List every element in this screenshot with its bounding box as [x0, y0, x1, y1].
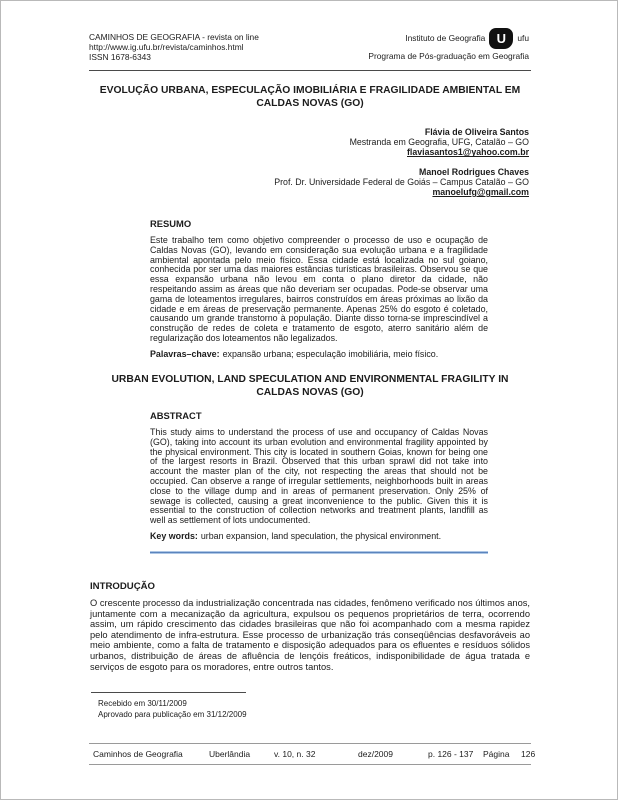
article-title-en: URBAN EVOLUTION, LAND SPECULATION AND ENVIRONMENTAL FRAGILITY IN CALDAS NOVAS (GO): [111, 374, 509, 398]
footer-city: Uberlândia: [209, 749, 251, 759]
journal-header-right: [368, 25, 529, 61]
journal-title-line: CAMINHOS DE GEOGRAFIA - revista on line: [89, 32, 259, 42]
introduction-body: O crescente processo da industrialização concentrada nas cidades, fenômeno verificado nos últimos anos, juntamente com a mecanização da agricultura, expulsou os pequenos proprietários de terra, ocorrendo assim, um rápido crescimento das cidades brasileiras que não foi acompanhado com a mesma rapidez pelo atendimento de infra-estrutura. Esse processo de urbanização trás conseqüências desfavoráveis ao meio ambiente, como a falta de tratamento e disposição adequados para os efluentes e resíduos sólidos urbanos, distribuição de áreas de afluência de lençóis freáticos, indisponibilidade de água tratada e serviços de esgoto para os moradores, entre outros tantos.: [90, 598, 530, 672]
resumo-keywords: [150, 350, 488, 360]
article-title-pt: EVOLUÇÃO URBANA, ESPECULAÇÃO IMOBILIÁRIA E FRAGILIDADE AMBIENTAL EM CALDAS NOVAS (GO): [99, 85, 521, 109]
footer-volume: v. 10, n. 32: [274, 749, 316, 759]
author-1: [274, 127, 529, 158]
abstract-keywords-text: urban expansion, land speculation, the physical environment.: [200, 530, 442, 541]
journal-header-left: [89, 32, 259, 62]
resumo-body: Este trabalho tem como objetivo compreender o processo de uso e ocupação de Caldas Novas (GO), levando em consideração sua evolução urbana e a fragilidade ambiental apontada pelo meio físico. Essa cidade está localizada no sul goiano, conhecida por ser uma das maiores estâncias turísticas brasileiras. Observou se que essa expansão urbana não levou em conta o plano diretor da cidade, não respeitando assim as áreas que não deveriam ser ocupadas. Pode-se observar uma gama de loteamentos irregulares, bairros construídos em áreas próximas ao lixão da cidade e em áreas de preservação permanente. Apenas 25% do esgoto é coletado, causando um grande transtorno à população. Diante disso torna-se imprescindível a construção de redes de coleta e tratamento de esgoto, aterro sanitário além de regularização dos loteamentos não legalizados.: [150, 235, 488, 343]
abstract-heading: ABSTRACT: [150, 410, 202, 421]
ufu-logo-glyph: U: [496, 30, 507, 46]
resumo-heading: RESUMO: [150, 218, 192, 229]
footnote-divider: [91, 692, 246, 693]
abstract-keywords: [150, 532, 488, 542]
header-divider: [89, 70, 531, 71]
resumo-section: [150, 218, 488, 360]
footer-journal: Caminhos de Geografia: [93, 749, 183, 759]
abstract-section: [150, 410, 488, 542]
institute-name: Instituto de Geografia: [405, 33, 486, 43]
ufu-logo-icon: [489, 28, 513, 49]
author-2-affiliation: Prof. Dr. Universidade Federal de Goiás – Campus Catalão – GO: [274, 176, 529, 187]
resumo-keywords-text: expansão urbana; especulação imobiliária, meio físico.: [222, 348, 439, 359]
abstract-keywords-label: Key words:: [150, 530, 198, 541]
journal-issn: ISSN 1678-6343: [89, 52, 151, 62]
footer-pages: p. 126 - 137: [428, 749, 474, 759]
footnote-block: [98, 698, 247, 720]
authors-block: [274, 127, 529, 206]
approved-date: Aprovado para publicação em 31/12/2009: [98, 710, 247, 719]
author-2: [274, 167, 529, 198]
ufu-logo-text: ufu: [517, 33, 529, 43]
author-1-affiliation: Mestranda em Geografia, UFG, Catalão – GO: [349, 137, 529, 148]
received-date: Recebido em 30/11/2009: [98, 699, 187, 708]
section-divider-blue: [150, 551, 488, 554]
resumo-keywords-label: Palavras–chave:: [150, 348, 220, 359]
introduction-heading: INTRODUÇÃO: [90, 581, 156, 592]
author-1-email-link[interactable]: flaviasantos1@yahoo.com.br: [407, 147, 529, 158]
journal-url: http://www.ig.ufu.br/revista/caminhos.html: [89, 42, 244, 52]
footer-bar: [89, 743, 536, 765]
author-1-name: Flávia de Oliveira Santos: [424, 127, 529, 137]
author-2-name: Manoel Rodrigues Chaves: [419, 166, 529, 177]
footer-page-label: Página: [483, 749, 510, 759]
footer-page-number: 126: [521, 749, 536, 759]
introduction-section: [90, 581, 530, 672]
author-2-email-link[interactable]: manoelufg@gmail.com: [432, 187, 529, 198]
footer-date: dez/2009: [358, 749, 393, 759]
program-name: Programa de Pós-graduação em Geografia: [368, 51, 529, 61]
abstract-body: This study aims to understand the process of use and occupancy of Caldas Novas (GO), taking into account its urban evolution and environmental fragility appointed by the physical environment. This city is located in southern Goias, known for being one of the largest resorts in Brazil. Observed that this urban sprawl did not take into account the master plan of the city, not respecting the areas that should not be occupied. Can observe a range of irregular settlements, neighborhoods built in areas close to the village dump and in areas of permanent preservation. Only 25% of sewage is collected, causing a great inconvenience to the public. Given this it is essential to the construction of collection networks and treatment plants, landfill as well as settlement of lots undocumented.: [150, 427, 488, 526]
